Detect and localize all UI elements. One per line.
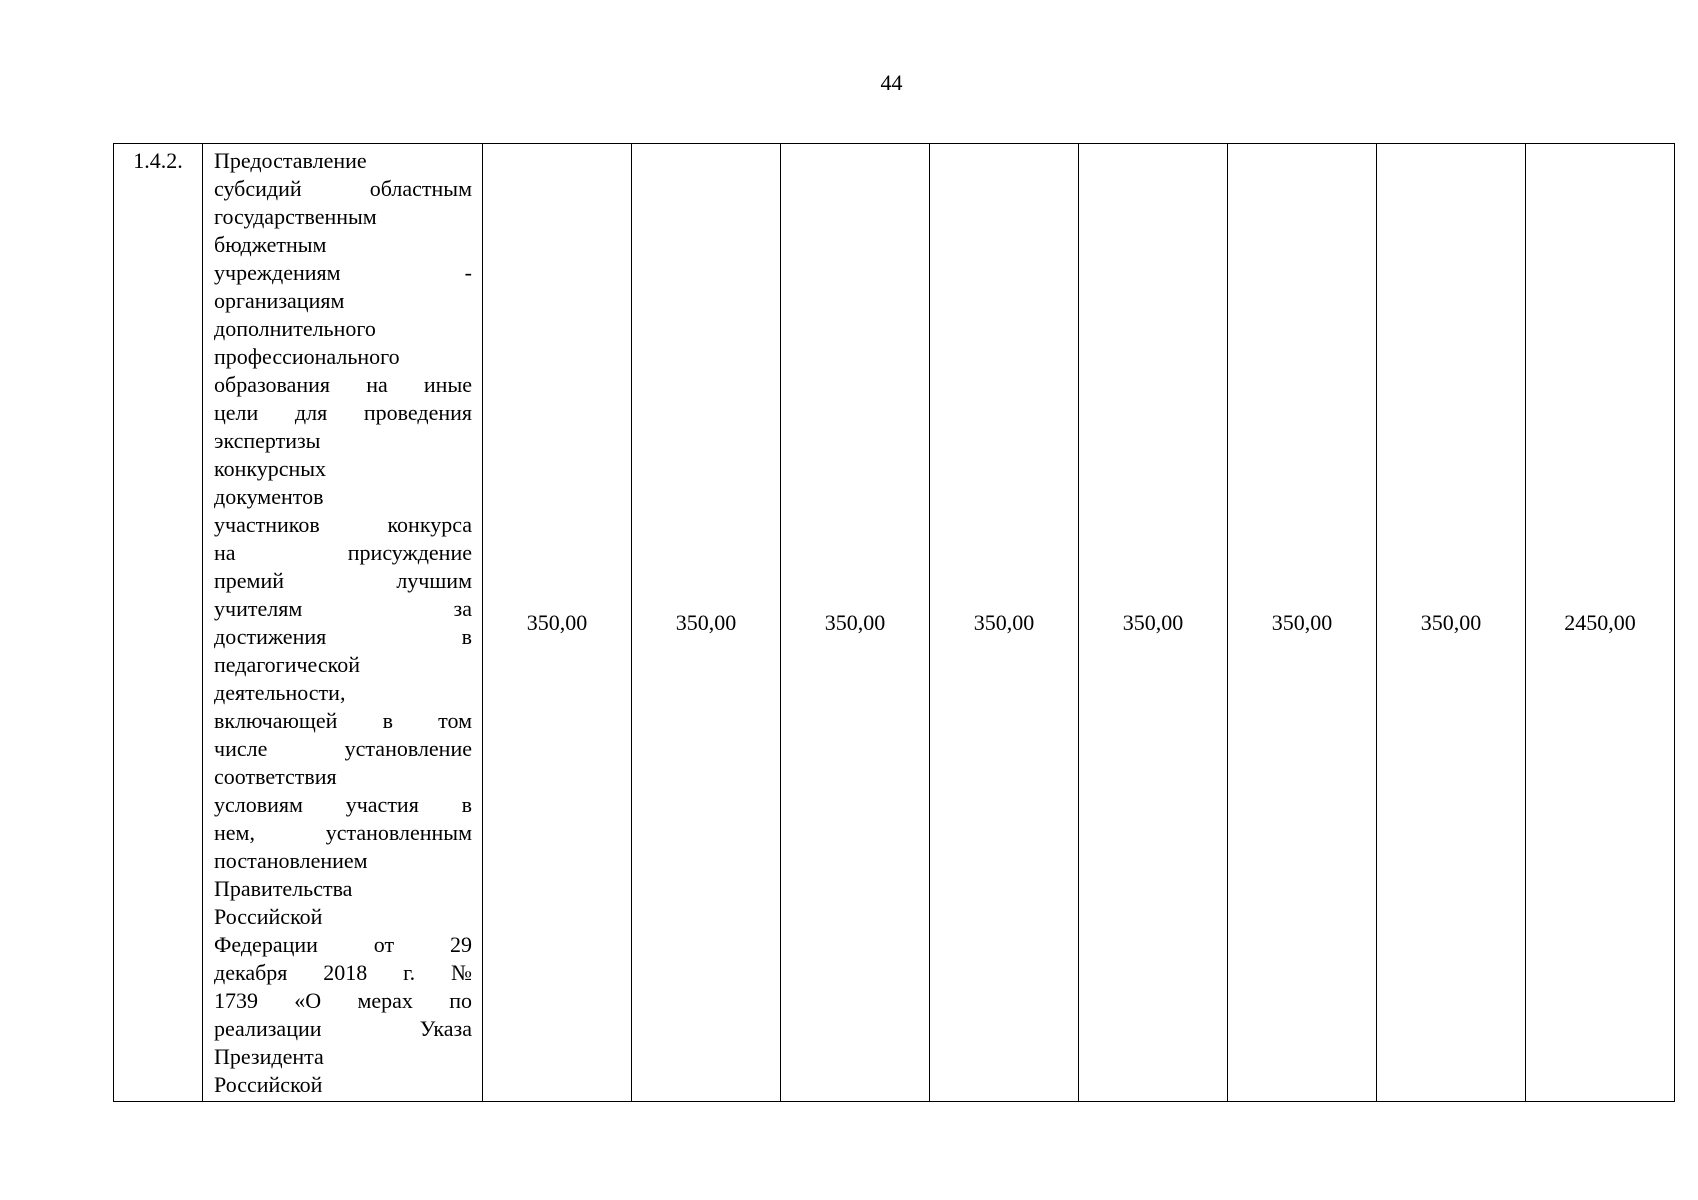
- description-line: учреждениям -: [214, 260, 472, 285]
- value-cell-3: 350,00: [781, 144, 930, 1102]
- description-line: Предоставление: [214, 148, 367, 173]
- description-line: конкурсных: [214, 456, 327, 481]
- description-line: дополнительного: [214, 316, 376, 341]
- description-line: Российской: [214, 1072, 323, 1097]
- description-line: субсидий областным: [214, 176, 472, 201]
- row-code: 1.4.2.: [114, 144, 203, 1102]
- description-line: реализации Указа: [214, 1016, 472, 1041]
- description-line: декабря 2018 г. №: [214, 960, 472, 985]
- description-line: 1739 «О мерах по: [214, 988, 472, 1013]
- description-line: педагогической: [214, 652, 360, 677]
- table-row: [114, 144, 1675, 1102]
- page-number: 44: [880, 70, 903, 95]
- value-cell-1: 350,00: [483, 144, 632, 1102]
- budget-table: [113, 143, 1675, 1102]
- description-line: постановлением: [214, 848, 368, 873]
- description-line: организациям: [214, 288, 345, 313]
- description-line: государственным: [214, 204, 377, 229]
- description-line: Федерации от 29: [214, 932, 472, 957]
- description-line: цели для проведения: [214, 400, 472, 425]
- description-line: профессионального: [214, 344, 400, 369]
- description-line: деятельности,: [214, 680, 346, 705]
- value-cell-6: 350,00: [1228, 144, 1377, 1102]
- description-line: числе установление: [214, 736, 472, 761]
- value-cell-7: 350,00: [1377, 144, 1526, 1102]
- description-line: достижения в: [214, 624, 472, 649]
- description-line: образования на иные: [214, 372, 472, 397]
- description-line: на присуждение: [214, 540, 472, 565]
- description-line: документов: [214, 484, 324, 509]
- description-line: участников конкурса: [214, 512, 472, 537]
- description-line: Правительства: [214, 876, 353, 901]
- description-line: премий лучшим: [214, 568, 472, 593]
- value-cell-total: 2450,00: [1526, 144, 1675, 1102]
- description-line: учителям за: [214, 596, 472, 621]
- description-line: Российской: [214, 904, 323, 929]
- value-cell-5: 350,00: [1079, 144, 1228, 1102]
- description-line: бюджетным: [214, 232, 327, 257]
- description-line: условиям участия в: [214, 792, 472, 817]
- value-cell-4: 350,00: [930, 144, 1079, 1102]
- value-cell-2: 350,00: [632, 144, 781, 1102]
- row-description: [203, 144, 483, 1102]
- description-line: экспертизы: [214, 428, 321, 453]
- description-line: Президента: [214, 1044, 324, 1069]
- description-line: соответствия: [214, 764, 337, 789]
- description-line: нем, установленным: [214, 820, 472, 845]
- description-line: включающей в том: [214, 708, 472, 733]
